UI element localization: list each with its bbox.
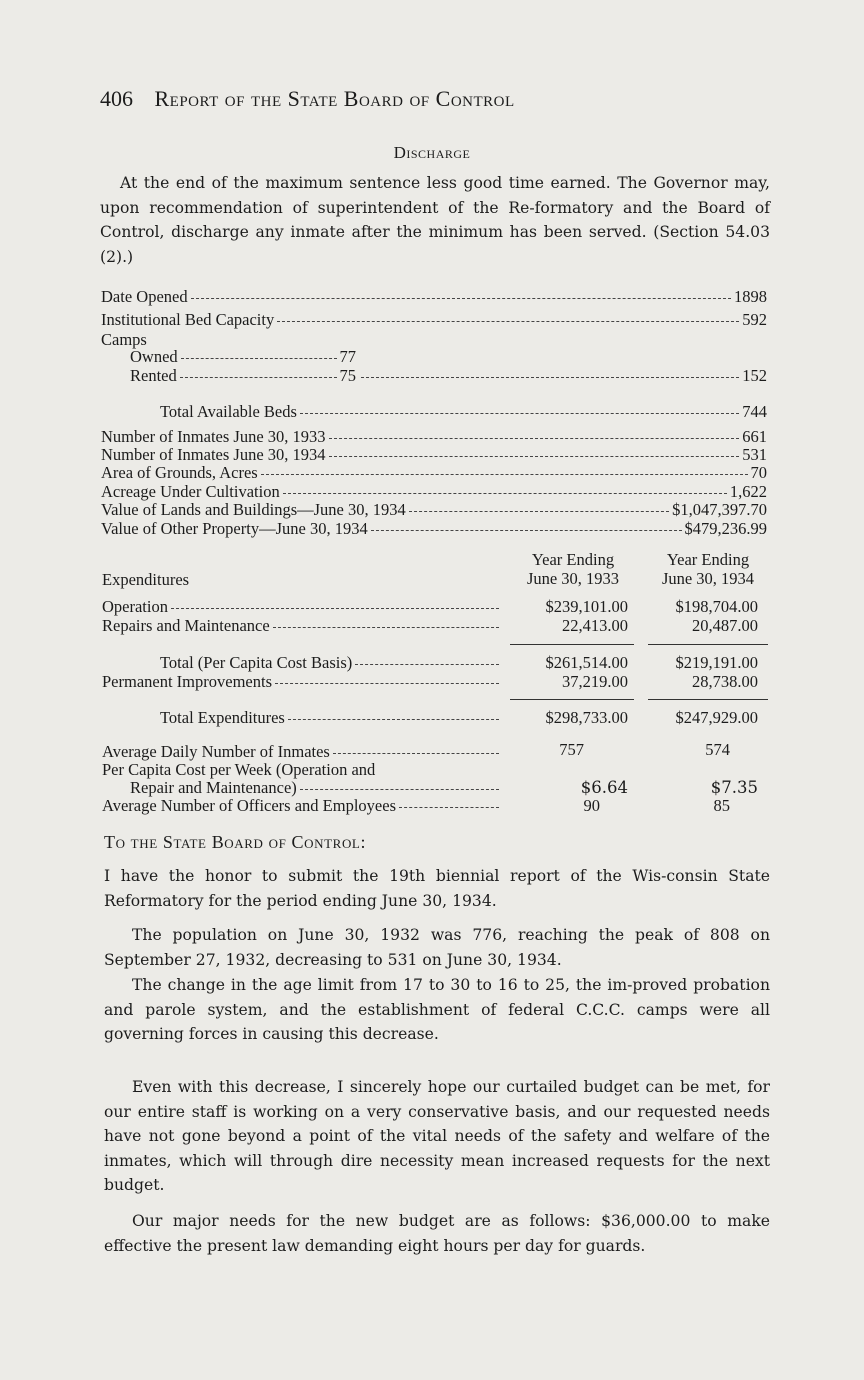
exp-row-officers <box>102 796 502 816</box>
dot-leader <box>300 789 499 790</box>
stat-row-other-value <box>101 519 767 539</box>
stat-value: 75 <box>339 366 356 385</box>
column-header-1933 <box>506 550 640 588</box>
exp-label: Repair and Maintenance) <box>130 778 297 797</box>
dot-leader <box>277 321 739 322</box>
exp-row-permanent <box>102 672 502 692</box>
stat-row-lands-value <box>101 500 767 520</box>
exp-label: Total (Per Capita Cost Basis) <box>160 653 353 672</box>
exp-value-1933: $239,101.00 <box>545 597 628 616</box>
dot-leader <box>361 377 739 378</box>
stat-label: Number of Inmates June 30, 1933 <box>101 427 326 446</box>
letter-salutation: To the State Board of Control: <box>104 832 367 852</box>
exp-label: Permanent Improvements <box>102 672 272 691</box>
exp-label-per-capita-line1: Per Capita Cost per Week (Operation and <box>102 760 376 779</box>
stat-value: $479,236.99 <box>684 519 767 538</box>
exp-row-operation <box>102 597 502 617</box>
section-title: Discharge <box>393 143 471 162</box>
stat-value: 1,622 <box>729 482 767 501</box>
stat-row-cultivation <box>101 482 767 502</box>
exp-value-1934: 85 <box>713 796 730 815</box>
sum-rule <box>510 644 634 645</box>
stat-row-owned <box>130 347 356 367</box>
stat-label: Number of Inmates June 30, 1934 <box>101 445 326 464</box>
page-header <box>100 86 780 112</box>
stat-row-rented <box>130 366 356 386</box>
exp-value-1934: $219,191.00 <box>675 653 758 672</box>
letter-paragraph: I have the honor to submit the 19th biennial report of the Wis-consin State Reformatory for the period ending June 30, 1934. <box>104 867 770 910</box>
report-title: Report of the State Board of Control <box>154 86 515 111</box>
exp-label: Average Number of Officers and Employees <box>102 796 396 815</box>
dot-leader <box>283 493 727 494</box>
stat-value: 70 <box>750 463 767 482</box>
exp-value-1934: 20,487.00 <box>692 616 758 635</box>
dot-leader <box>329 438 740 439</box>
exp-value-1933: 90 <box>583 796 600 815</box>
stat-value: 1898 <box>734 287 767 306</box>
dot-leader <box>181 358 337 359</box>
dot-leader <box>273 627 499 628</box>
sum-rule <box>648 699 768 700</box>
letter-paragraph: The population on June 30, 1932 was 776, reaching the peak of 808 on September 27, 1932, decreasing to 531 on June 30, 1934. <box>104 926 770 969</box>
dot-leader <box>261 474 748 475</box>
stat-row-area <box>101 463 767 483</box>
dot-leader <box>275 683 499 684</box>
dot-leader <box>300 413 739 414</box>
page-number: 406 <box>100 86 133 111</box>
sum-rule <box>510 699 634 700</box>
stat-label: Institutional Bed Capacity <box>101 310 275 329</box>
exp-value-1934: $7.35 <box>710 778 758 797</box>
stat-value: 77 <box>339 347 356 366</box>
exp-row-per-capita <box>130 778 502 798</box>
letter-paragraph: Our major needs for the new budget are as follows: $36,000.00 to make effective the present law demanding eight hours per day for guards. <box>104 1212 770 1255</box>
stat-value: 592 <box>742 310 767 329</box>
stat-row-total-beds <box>160 402 767 422</box>
stat-value: 531 <box>742 445 767 464</box>
exp-row-repairs <box>102 616 502 636</box>
column-header-line: June 30, 1934 <box>661 569 755 588</box>
dot-leader <box>371 530 682 531</box>
stat-label: Value of Other Property—June 30, 1934 <box>101 519 368 538</box>
camps-label: Camps <box>101 330 147 349</box>
stat-row-inmates-1933 <box>101 427 767 447</box>
letter-paragraph: The change in the age limit from 17 to 30 to 16 to 25, the im-proved probation and parole system, and the establishment of federal C.C.C. camps were all governing forces in causing this decrease. <box>104 976 770 1043</box>
stat-value: 152 <box>742 366 767 385</box>
dot-leader <box>171 608 499 609</box>
stat-row-bed-capacity <box>101 310 767 330</box>
stat-value: 661 <box>742 427 767 446</box>
exp-value-1933: $6.64 <box>580 778 628 797</box>
exp-value-1933: 37,219.00 <box>562 672 628 691</box>
dot-leader <box>191 298 731 299</box>
discharge-paragraph: At the end of the maximum sentence less good time earned. The Governor may, upon recommendation of superintendent of the Re-formatory and the Board of Control, discharge any inmate after the minimum has been served. (Section 54.03 (2).) <box>100 174 770 266</box>
exp-label: Total Expenditures <box>160 708 285 727</box>
stat-label: Total Available Beds <box>160 402 297 421</box>
sum-rule <box>648 644 768 645</box>
exp-label: Repairs and Maintenance <box>102 616 270 635</box>
stat-label: Rented <box>130 366 177 385</box>
exp-value-1934: 574 <box>705 740 730 759</box>
exp-value-1934: 28,738.00 <box>692 672 758 691</box>
exp-label: Average Daily Number of Inmates <box>102 742 330 761</box>
stat-label: Date Opened <box>101 287 188 306</box>
stat-row-inmates-1934 <box>101 445 767 465</box>
exp-value-1933: $261,514.00 <box>545 653 628 672</box>
column-header-line: Year Ending <box>666 550 750 569</box>
exp-value-1934: $198,704.00 <box>675 597 758 616</box>
exp-value-1933: 757 <box>559 740 584 759</box>
dot-leader <box>355 664 499 665</box>
column-header-line: Year Ending <box>531 550 615 569</box>
exp-value-1934: $247,929.00 <box>675 708 758 727</box>
stat-label: Acreage Under Cultivation <box>101 482 280 501</box>
stat-label: Area of Grounds, Acres <box>101 463 258 482</box>
stat-value: $1,047,397.70 <box>672 500 767 519</box>
stat-value: 744 <box>742 402 767 421</box>
dot-leader <box>180 377 337 378</box>
stat-row-date-opened <box>101 287 767 307</box>
exp-row-total-expenditures <box>160 708 502 728</box>
column-header-line: June 30, 1933 <box>526 569 620 588</box>
stat-row-camps-total <box>358 366 767 386</box>
stat-label: Owned <box>130 347 178 366</box>
dot-leader <box>288 719 499 720</box>
stat-label: Value of Lands and Buildings—June 30, 1934 <box>101 500 406 519</box>
column-header-1934 <box>644 550 772 588</box>
dot-leader <box>329 456 740 457</box>
letter-paragraph: Even with this decrease, I sincerely hope our curtailed budget can be met, for our entire staff is working on a very conservative basis, and our requested needs have not gone beyond a point of the vital needs of the safety and welfare of the inmates, which will through dire necessity mean increased requests for the next budget. <box>104 1078 770 1194</box>
exp-value-1933: $298,733.00 <box>545 708 628 727</box>
exp-value-1933: 22,413.00 <box>562 616 628 635</box>
exp-label: Operation <box>102 597 168 616</box>
exp-row-total-per-capita <box>160 653 502 673</box>
expenditures-heading: Expenditures <box>102 570 190 589</box>
exp-row-avg-inmates <box>102 742 502 762</box>
dot-leader <box>409 511 669 512</box>
